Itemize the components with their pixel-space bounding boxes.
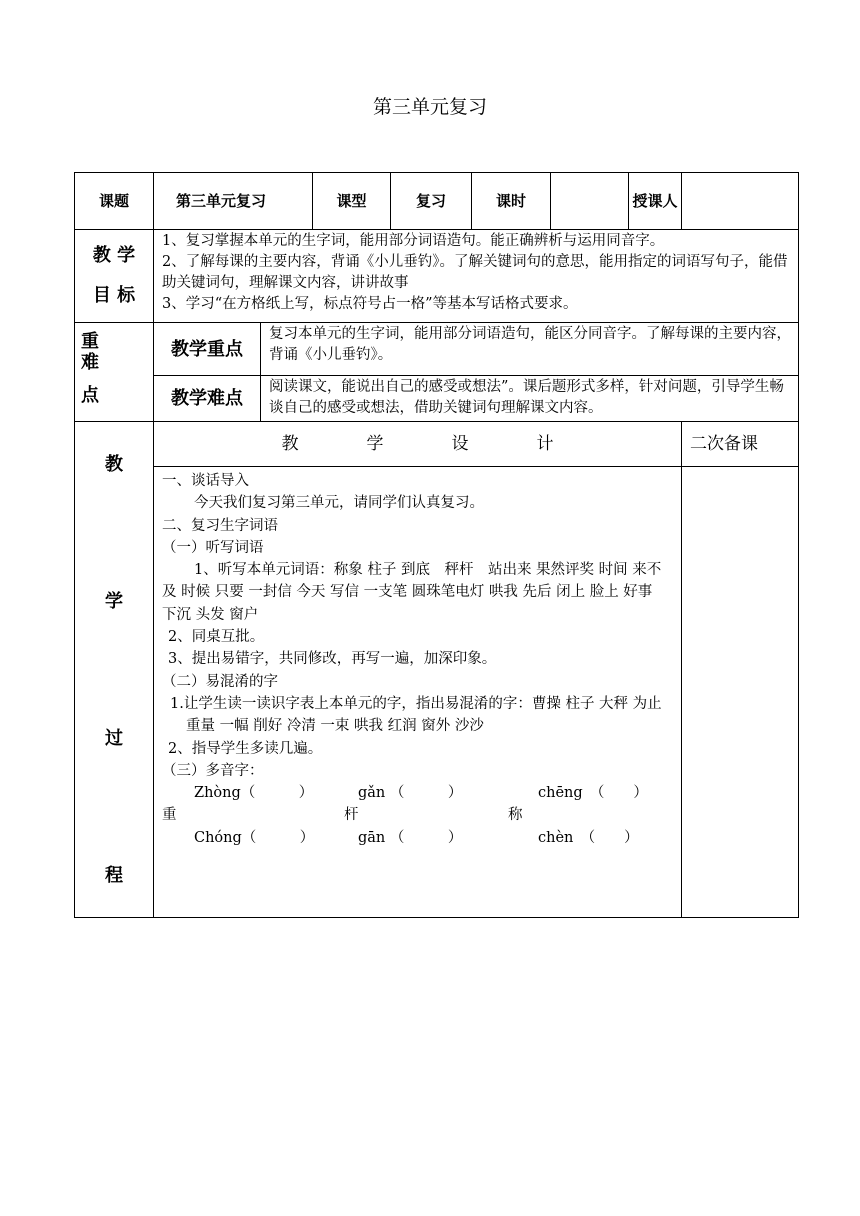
topic-value: 第三单元复习 xyxy=(154,173,313,230)
keypoints-label-line1: 重 难 xyxy=(81,331,145,373)
char-gan: 杆 xyxy=(344,807,359,824)
process-char-1: 教 xyxy=(105,454,123,475)
polyphone-zhong: Zhòng（ ） xyxy=(194,785,314,802)
goals-label-line1: 教 学 xyxy=(92,245,136,266)
keypoints-label xyxy=(75,323,154,422)
process-char-2: 学 xyxy=(105,591,123,612)
polyphone-chars xyxy=(162,804,671,826)
header-row xyxy=(75,173,799,230)
focus-label: 教学重点 xyxy=(154,323,261,376)
process-char-3: 过 xyxy=(105,728,123,749)
design-header: 教 学 设 计 xyxy=(154,422,682,467)
goals-label-line2: 目 标 xyxy=(92,285,136,306)
difficulty-label: 教学难点 xyxy=(154,376,261,422)
polyphone-gan1: gān （ ） xyxy=(358,829,463,846)
process-body-row xyxy=(75,467,799,918)
char-cheng: 称 xyxy=(508,807,523,824)
read-more: 2、指导学生多读几遍。 xyxy=(168,740,323,757)
char-zhong: 重 xyxy=(162,807,177,824)
section-2-2-title: （二）易混淆的字 xyxy=(162,673,278,690)
error-correction: 3、提出易错字，共同修改，再写一遍，加深印象。 xyxy=(168,651,497,668)
polyphone-chen: chèn （ ） xyxy=(538,829,639,846)
confusing-chars: 1.让学生读一读识字表上本单元的字，指出易混淆的字：曹操 柱子 大秤 为止 重量 一幅 削好 冷清 一束 哄我 红润 窗外 沙沙 xyxy=(170,695,662,735)
polyphone-gan3: gǎn （ ） xyxy=(358,785,463,802)
goal-1: 1、复习掌握本单元的生字词，能用部分词语造句。能正确辨析与运用同音字。 xyxy=(162,233,665,249)
keypoints-label-line2: 点 xyxy=(81,385,99,406)
difficulty-text: 阅读课文，能说出自己的感受或想法”。课后题形式多样，针对问题，引导学生畅谈自己的感受或想法，借助关键词句理解课文内容。 xyxy=(261,376,799,422)
goals-content xyxy=(154,230,799,323)
lesson-content xyxy=(154,467,682,918)
dictation-words: 1、听写本单元词语：称象 柱子 到底 秤杆 站出来 果然评奖 时间 来不及 时候 只要 一封信 今天 写信 一支笔 圆珠笔电灯 哄我 先后 闭上 脸上 好事 下沉 头发 窗户 xyxy=(162,562,662,623)
page-title: 第三单元复习 xyxy=(372,96,487,118)
difficulty-row xyxy=(75,376,799,422)
backup-header: 二次备课 xyxy=(682,422,799,467)
process-header-row xyxy=(75,422,799,467)
polyphone-row-1 xyxy=(162,782,671,804)
goal-3: 3、学习“在方格纸上写，标点符号占一格”等基本写话格式要求。 xyxy=(162,296,578,312)
hours-value xyxy=(551,173,629,230)
section-2-title: 二、复习生字词语 xyxy=(162,517,278,534)
process-label xyxy=(75,422,154,918)
section-1-text: 今天我们复习第三单元，请同学们认真复习。 xyxy=(194,495,484,512)
section-1-title: 一、谈话导入 xyxy=(162,473,249,489)
goals-label xyxy=(75,230,154,323)
section-2-3-title: （三）多音字： xyxy=(162,762,264,779)
polyphone-chong: Chóng（ ） xyxy=(194,829,315,846)
lesson-plan-table xyxy=(74,172,799,918)
polyphone-row-2 xyxy=(162,827,671,849)
process-char-4: 程 xyxy=(105,865,123,886)
backup-content xyxy=(682,467,799,918)
label-teacher: 授课人 xyxy=(629,173,682,230)
polyphone-cheng: chēng （ ） xyxy=(538,785,648,802)
focus-row xyxy=(75,323,799,376)
label-topic: 课题 xyxy=(75,173,154,230)
focus-text: 复习本单元的生字词，能用部分词语造句，能区分同音字。了解每课的主要内容，背诵《小儿垂钓》。 xyxy=(261,323,799,376)
goal-2: 2、了解每课的主要内容，背诵《小儿垂钓》。了解关键词句的意思，能用指定的词语写句子，能借助关键词句，理解课文内容，讲讲故事 xyxy=(162,254,788,291)
peer-check: 2、同桌互批。 xyxy=(168,629,265,646)
section-2-1-title: （一）听写词语 xyxy=(162,539,264,556)
label-type: 课型 xyxy=(313,173,391,230)
goals-row xyxy=(75,230,799,323)
type-value: 复习 xyxy=(391,173,472,230)
label-hours: 课时 xyxy=(472,173,551,230)
teacher-value xyxy=(682,173,799,230)
